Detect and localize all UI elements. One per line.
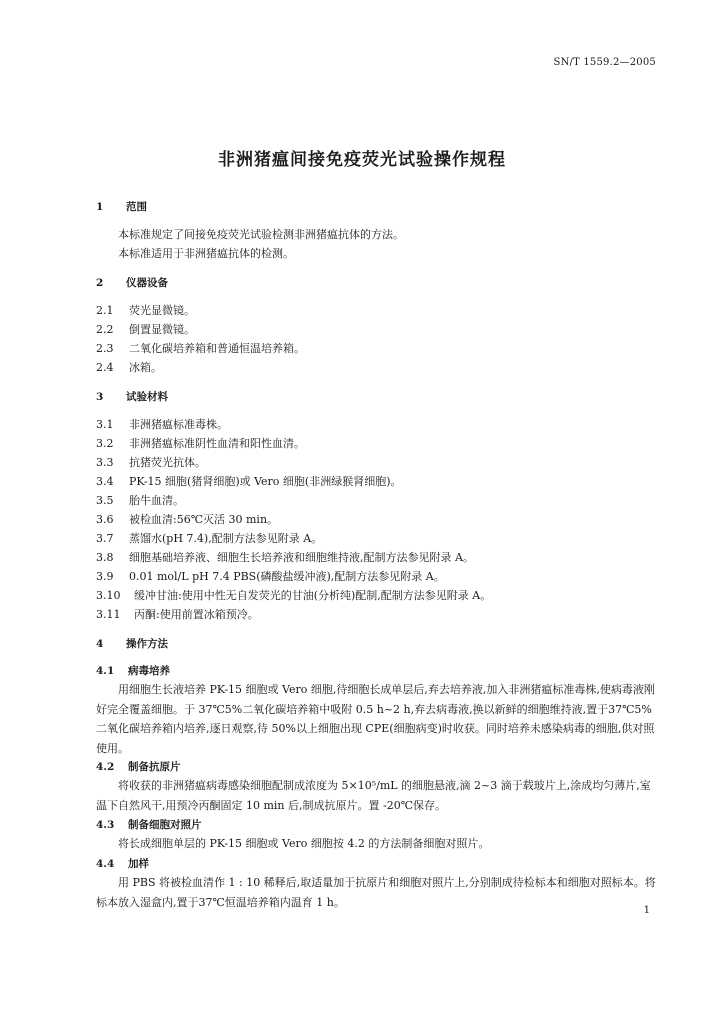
list-item <box>96 321 195 337</box>
subsection-title: 制备抗原片 <box>128 761 181 773</box>
item-text: 非洲猪瘟标准阴性血清和阳性血清。 <box>129 437 305 450</box>
subsection-4-3-paragraph: 将长成细胞单层的 PK-15 细胞或 Vero 细胞按 4.2 的方法制备细胞对照片。 <box>118 837 490 850</box>
subsection-4-4-heading <box>96 856 149 871</box>
section-2-heading <box>96 275 168 290</box>
subsection-4-2-heading <box>96 759 181 774</box>
item-text: 缓冲甘油:使用中性无自发荧光的甘油(分析纯)配制,配制方法参见附录 A。 <box>134 589 492 602</box>
section-number: 1 <box>96 201 104 213</box>
list-item <box>96 568 445 584</box>
list-item <box>96 454 206 470</box>
subsection-4-1-heading <box>96 663 170 678</box>
list-item <box>96 606 259 622</box>
list-item <box>96 340 305 356</box>
section-title: 试验材料 <box>126 391 168 403</box>
item-text: 丙酮:使用前置冰箱预冷。 <box>134 608 259 621</box>
item-number: 2.2 <box>96 323 114 336</box>
item-number: 3.5 <box>96 494 114 507</box>
item-text: 抗猪荧光抗体。 <box>129 456 206 469</box>
list-item <box>96 416 228 432</box>
item-text: 冰箱。 <box>129 361 162 374</box>
item-number: 3.6 <box>96 513 114 526</box>
item-number: 3.3 <box>96 456 114 469</box>
section-1-line-1: 本标准规定了间接免疫荧光试验检测非洲猪瘟抗体的方法。 <box>118 228 404 241</box>
item-number: 3.8 <box>96 551 114 564</box>
subsection-title: 加样 <box>128 858 149 870</box>
subsection-4-1-paragraph: 用细胞生长液培养 PK-15 细胞或 Vero 细胞,待细胞长成单层后,弃去培养液,加入非洲猪瘟标准毒株,使病毒液刚好完全覆盖细胞。于 37℃5%二氧化碳培养箱中吸附 0.5 h~2 h,弃去病毒液,换以新鲜的细胞维持液,置于37℃5%二氧化碳培养箱内培养,逐日观察,待 50%以上细胞出现 CPE(细胞病变)时收获。同时培养未感染病毒的细胞,供对照使用。 <box>96 683 655 755</box>
section-1-heading <box>96 199 147 214</box>
item-text: 倒置显微镜。 <box>129 323 195 336</box>
section-title: 操作方法 <box>126 638 168 650</box>
item-number: 3.1 <box>96 418 114 431</box>
item-text: PK-15 细胞(猪肾细胞)或 Vero 细胞(非洲绿猴肾细胞)。 <box>129 475 402 488</box>
item-text: 蒸馏水(pH 7.4),配制方法参见附录 A。 <box>129 532 323 545</box>
item-number: 3.11 <box>96 608 121 621</box>
section-title: 范围 <box>126 201 147 213</box>
section-3-heading <box>96 389 168 404</box>
item-text: 被检血清:56℃灭活 30 min。 <box>129 513 279 526</box>
subsection-title: 制备细胞对照片 <box>128 819 202 831</box>
list-item <box>96 435 305 451</box>
list-item <box>96 359 162 375</box>
standard-number: SN/T 1559.2—2005 <box>553 57 656 68</box>
item-number: 2.3 <box>96 342 114 355</box>
subsection-number: 4.2 <box>96 761 115 773</box>
item-text: 非洲猪瘟标准毒株。 <box>129 418 228 431</box>
item-number: 3.7 <box>96 532 114 545</box>
list-item <box>96 530 322 546</box>
subsection-number: 4.1 <box>96 665 115 677</box>
item-number: 3.4 <box>96 475 114 488</box>
item-text: 细胞基础培养液、细胞生长培养液和细胞维持液,配制方法参见附录 A。 <box>129 551 474 564</box>
list-item <box>96 511 278 527</box>
item-number: 3.2 <box>96 437 114 450</box>
section-number: 2 <box>96 277 104 289</box>
item-number: 2.4 <box>96 361 114 374</box>
list-item <box>96 473 402 489</box>
item-text: 荧光显微镜。 <box>129 304 195 317</box>
page-number: 1 <box>643 905 650 916</box>
item-text: 胎牛血清。 <box>129 494 184 507</box>
item-text: 0.01 mol/L pH 7.4 PBS(磷酸盐缓冲液),配制方法参见附录 A。 <box>129 570 445 583</box>
list-item <box>96 587 491 603</box>
list-item <box>96 492 184 508</box>
subsection-number: 4.3 <box>96 819 115 831</box>
section-number: 4 <box>96 638 104 650</box>
subsection-4-2-paragraph: 将收获的非洲猪瘟病毒感染细胞配制成浓度为 5×10⁵/mL 的细胞悬液,滴 2~3 滴于载玻片上,涂成均匀薄片,室温下自然风干,用预冷丙酮固定 10 min 后,制成抗原片。置 -20℃保存。 <box>96 779 651 812</box>
section-4-heading <box>96 636 168 651</box>
subsection-4-4-paragraph: 用 PBS 将被检血清作 1 : 10 稀释后,取适量加于抗原片和细胞对照片上,分别制成待检标本和细胞对照标本。将标本放入湿盒内,置于37℃恒温培养箱内温育 1 h。 <box>96 876 656 909</box>
item-number: 2.1 <box>96 304 114 317</box>
subsection-4-3-heading <box>96 817 202 832</box>
item-number: 3.9 <box>96 570 114 583</box>
section-title: 仪器设备 <box>126 277 168 289</box>
item-number: 3.10 <box>96 589 121 602</box>
item-text: 二氧化碳培养箱和普通恒温培养箱。 <box>129 342 305 355</box>
section-1-line-2: 本标准适用于非洲猪瘟抗体的检测。 <box>118 247 294 260</box>
page-title: 非洲猪瘟间接免疫荧光试验操作规程 <box>218 150 506 170</box>
list-item <box>96 302 195 318</box>
list-item <box>96 549 474 565</box>
subsection-number: 4.4 <box>96 858 115 870</box>
section-number: 3 <box>96 391 104 403</box>
subsection-title: 病毒培养 <box>128 665 170 677</box>
